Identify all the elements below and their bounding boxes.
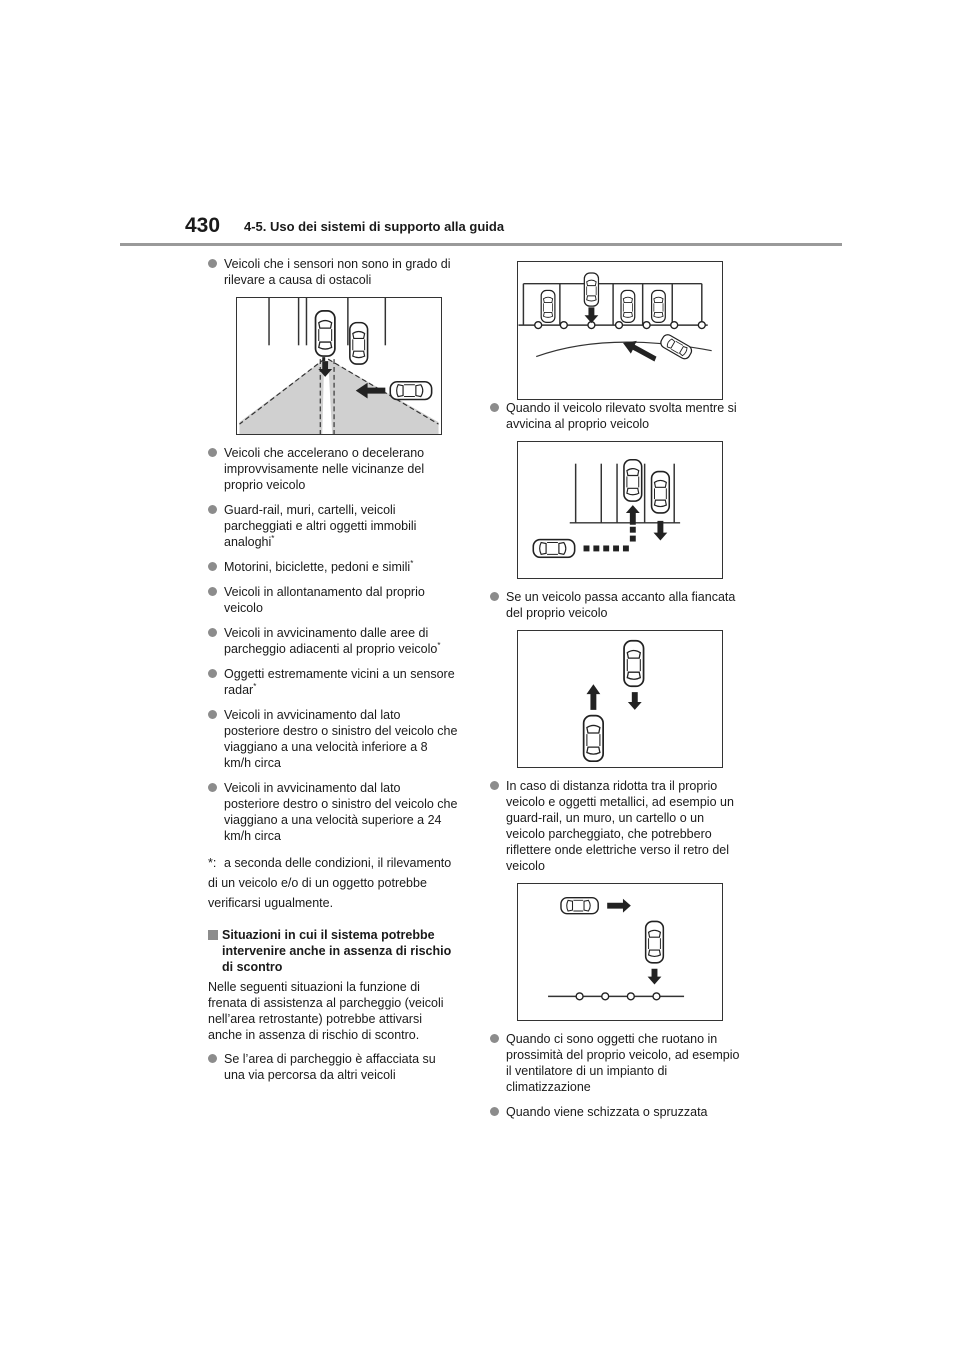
own-vehicle-icon [584,273,598,306]
right-column [490,400,740,1129]
list-item: Quando viene schizzata o spruzzata [490,1104,740,1120]
own-vehicle-icon [652,472,670,513]
left-column [208,256,458,1092]
section-title: 4-5. Uso dei sistemi di supporto alla guida [244,219,505,234]
figure-reflections [517,883,723,1021]
approaching-car-icon [390,382,431,400]
list-item: Veicoli in avvicinamento dal lato posteriore destro o sinistro del veicolo che viaggiano a una velocità superiore a 24 km/h circa [208,780,458,844]
arrow-up-icon [626,505,640,525]
list-item: Oggetti estremamente vicini a un sensore radar* [208,666,458,698]
own-vehicle-icon [646,921,664,962]
arrow-right-icon [607,899,631,913]
arrow-down-icon [585,307,599,323]
figure-obstacles [236,297,442,435]
parked-car-icon [621,290,635,322]
list-item: Quando ci sono oggetti che ruotano in prossimità del proprio veicolo, ad esempio il ventilatore di un impianto di climatizzazione [490,1031,740,1095]
arrow-down-icon [648,969,662,985]
moving-car-icon [659,333,694,361]
figure-road-facing [517,261,723,400]
list-item: Veicoli che accelerano o decelerano improvvisamente nelle vicinanze del proprio veicolo [208,445,458,493]
section-heading: Situazioni in cui il sistema potrebbe intervenire anche in assenza di rischio di scontro [208,927,458,975]
own-vehicle-icon [624,641,644,687]
figure-passing [517,630,723,768]
footnote: *: a seconda delle condizioni, il rilevamento di un veicolo e/o di un oggetto potrebbe verificarsi ugualmente. [208,856,452,910]
passing-car-icon [561,898,598,914]
list-item: Se un veicolo passa accanto alla fiancata del proprio veicolo [490,589,740,621]
list-item: Quando il veicolo rilevato svolta mentre si avvicina al proprio veicolo [490,400,740,432]
list-item: Motorini, biciclette, pedoni e simili* [208,559,458,575]
list-item: Se l’area di parcheggio è affacciata su una via percorsa da altri veicoli [208,1051,458,1083]
parked-car-icon [652,290,666,322]
paragraph: Nelle seguenti situazioni la funzione di frenata di assistenza al parcheggio (veicoli nell’area retrostante) potrebbe attivarsi anche in assenza di rischio di scontro. [208,980,444,1042]
arrow-up-icon [586,684,600,710]
list-item: In caso di distanza ridotta tra il proprio veicolo e oggetti metallici, ad esempio un guard-rail, un muro, un cartello o un veicolo parcheggiato, che potrebbero riflettere onde elettriche verso il retro del veicolo [490,778,740,874]
list-item: Veicoli in allontanamento dal proprio veicolo [208,584,458,616]
header-rule [120,243,842,246]
arrow-up-left-icon [623,341,657,362]
figure-turning [517,441,723,579]
list-item: Veicoli in avvicinamento dalle aree di parcheggio adiacenti al proprio veicolo* [208,625,458,657]
page-number: 430 [185,214,221,237]
detection-area-left [239,359,324,434]
list-item: Guard-rail, muri, cartelli, veicoli parcheggiati e altri oggetti immobili analoghi* [208,502,458,550]
passing-car-icon [584,716,604,762]
own-vehicle-icon [316,311,335,356]
turning-car-icon [624,460,642,501]
arrow-down-icon [628,692,642,710]
list-item: Veicoli che i sensori non sono in grado di rilevare a causa di ostacoli [208,256,458,288]
arrow-down-icon [654,521,668,541]
approaching-car-icon [533,540,574,558]
parked-car-icon [541,290,555,322]
list-item: Veicoli in avvicinamento dal lato posteriore destro o sinistro del veicolo che viaggiano a una velocità inferiore a 8 km/h circa [208,707,458,771]
parked-car-icon [350,323,368,364]
